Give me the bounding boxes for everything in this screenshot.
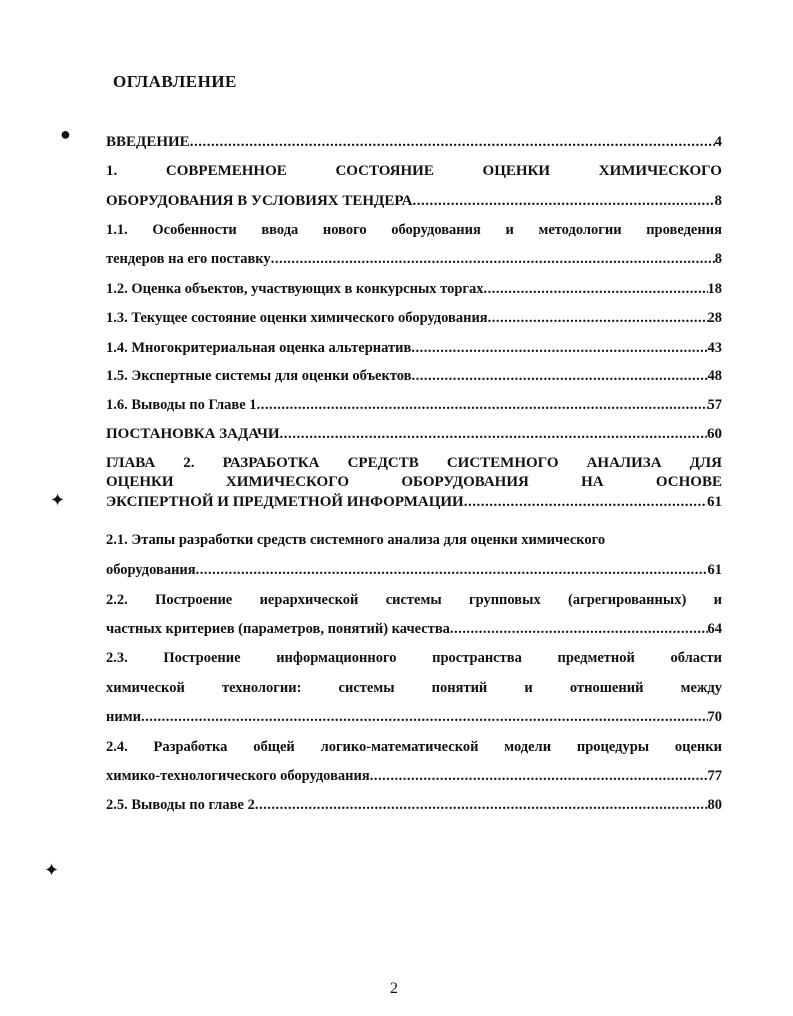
word: РАЗРАБОТКА xyxy=(222,455,320,471)
entry-text: 1.4. Многокритериальная оценка альтернатив xyxy=(106,340,412,356)
entry-text: 2.5. Выводы по главе 2 xyxy=(106,797,255,813)
word: информационного xyxy=(276,650,397,666)
toc-entry-ch2-line1[interactable] xyxy=(106,454,722,472)
toc-entry-2-3-line3[interactable] xyxy=(106,708,722,726)
entry-page: 61 xyxy=(707,562,722,578)
word: модели xyxy=(504,739,552,755)
word: логико-математической xyxy=(320,739,479,755)
page-number: 2 xyxy=(390,980,398,997)
entry-page: 57 xyxy=(707,397,722,413)
word: химической xyxy=(106,680,185,696)
entry-page: 60 xyxy=(707,426,722,442)
word: нового xyxy=(322,222,367,238)
toc-entry-1-1-line1[interactable] xyxy=(106,221,722,239)
word: пространства xyxy=(432,650,522,666)
word: ОБОРУДОВАНИЯ xyxy=(401,474,529,490)
toc-title: ОГЛАВЛЕНИЕ xyxy=(113,72,237,91)
word: оценки xyxy=(674,739,722,755)
entry-page: 48 xyxy=(707,368,722,384)
word: Особенности xyxy=(152,222,237,238)
word: предметной xyxy=(557,650,635,666)
word: системы xyxy=(338,680,395,696)
word: 2.2. xyxy=(106,592,128,608)
toc-entry-2-2-line1[interactable] xyxy=(106,591,722,609)
word: групповых xyxy=(469,592,541,608)
scan-speck: ✦ xyxy=(44,860,60,880)
entry-page: 64 xyxy=(707,621,722,637)
toc-entry-ch1-line1[interactable] xyxy=(106,162,722,180)
word: технологии: xyxy=(221,680,302,696)
scan-speck: ✦ xyxy=(50,490,66,510)
toc-entry-1-6[interactable] xyxy=(106,396,722,414)
word: системы xyxy=(385,592,442,608)
word: СИСТЕМНОГО xyxy=(446,455,559,471)
toc-entry-2-1-line1[interactable] xyxy=(106,531,722,549)
entry-text: 1.6. Выводы по Главе 1 xyxy=(106,397,257,413)
word: и xyxy=(524,680,533,696)
entry-text: химико-технологического оборудования xyxy=(106,768,370,784)
word: и xyxy=(713,592,722,608)
word: ХИМИЧЕСКОГО xyxy=(598,163,722,179)
word: Построение xyxy=(163,650,241,666)
toc-entry-2-1-line2[interactable] xyxy=(106,561,722,579)
word: 2. xyxy=(183,455,195,471)
word: оборудования xyxy=(391,222,481,238)
word: области xyxy=(670,650,722,666)
entry-page: 70 xyxy=(707,709,722,725)
entry-text: тендеров на его поставку xyxy=(106,251,271,267)
entry-page: 61 xyxy=(707,494,722,510)
entry-text: ЭКСПЕРТНОЙ И ПРЕДМЕТНОЙ ИНФОРМАЦИИ xyxy=(106,494,464,510)
word: методологии xyxy=(538,222,622,238)
word: Разработка xyxy=(153,739,228,755)
entry-text: 1.3. Текущее состояние оценки химического оборудования xyxy=(106,310,488,326)
word: СОСТОЯНИЕ xyxy=(335,163,434,179)
entry-text: ними xyxy=(106,709,141,725)
word: проведения xyxy=(646,222,722,238)
word: ОЦЕНКИ xyxy=(106,474,174,490)
word: процедуры xyxy=(576,739,650,755)
toc-entry-2-4-line2[interactable] xyxy=(106,767,722,785)
toc-entry-1-2[interactable] xyxy=(106,280,722,298)
word: общей xyxy=(253,739,295,755)
word: 2.4. xyxy=(106,739,128,755)
toc-entry-1-3[interactable] xyxy=(106,309,722,327)
toc-entry-ch1-line2[interactable] xyxy=(106,192,722,210)
entry-text: 1.5. Экспертные системы для оценки объектов xyxy=(106,368,412,384)
toc-entry-ch2-line2[interactable] xyxy=(106,473,722,491)
word: и xyxy=(505,222,514,238)
word: СОВРЕМЕННОЕ xyxy=(165,163,287,179)
entry-page: 80 xyxy=(707,797,722,813)
word: 1. xyxy=(106,163,118,179)
entry-text: 2.1. Этапы разработки средств системного анализа для оценки химического xyxy=(106,532,606,548)
entry-text: 1.2. Оценка объектов, участвующих в конкурсных торгах xyxy=(106,281,484,297)
word: СРЕДСТВ xyxy=(347,455,419,471)
toc-entry-1-1-line2[interactable] xyxy=(106,250,722,268)
word: 2.3. xyxy=(106,650,128,666)
word: между xyxy=(680,680,722,696)
toc-entry-1-5[interactable] xyxy=(106,367,722,385)
word: ХИМИЧЕСКОГО xyxy=(225,474,350,490)
entry-page: 8 xyxy=(714,251,722,267)
word: ГЛАВА xyxy=(106,455,156,471)
word: ОСНОВЕ xyxy=(655,474,722,490)
word: (агрегированных) xyxy=(568,592,687,608)
toc-entry-2-3-line1[interactable] xyxy=(106,649,722,667)
word: Построение xyxy=(155,592,233,608)
word: понятий xyxy=(431,680,488,696)
word: отношений xyxy=(569,680,644,696)
entry-page: 8 xyxy=(714,193,722,209)
entry-page: 43 xyxy=(707,340,722,356)
toc-entry-1-4[interactable] xyxy=(106,339,722,357)
entry-page: 28 xyxy=(707,310,722,326)
entry-text: оборудования xyxy=(106,562,196,578)
word: АНАЛИЗА xyxy=(586,455,662,471)
word: ОЦЕНКИ xyxy=(482,163,551,179)
toc-entry-task[interactable] xyxy=(106,425,722,443)
entry-text: частных критериев (параметров, понятий) качества xyxy=(106,621,450,637)
entry-page: 4 xyxy=(714,134,722,150)
word: НА xyxy=(581,474,604,490)
toc-entry-2-5[interactable] xyxy=(106,796,722,814)
entry-text: ПОСТАНОВКА ЗАДАЧИ xyxy=(106,426,280,442)
toc-entry-intro[interactable] xyxy=(106,133,722,151)
word: 1.1. xyxy=(106,222,128,238)
entry-text: ВВЕДЕНИЕ xyxy=(106,134,190,150)
entry-page: 18 xyxy=(707,281,722,297)
scan-speck: ● xyxy=(60,124,71,144)
toc-entry-2-3-line2[interactable] xyxy=(106,679,722,697)
word: ДЛЯ xyxy=(689,455,722,471)
word: иерархической xyxy=(259,592,359,608)
entry-page: 77 xyxy=(707,768,722,784)
toc-entry-2-4-line1[interactable] xyxy=(106,738,722,756)
toc-entry-2-2-line2[interactable] xyxy=(106,620,722,638)
word: ввода xyxy=(261,222,299,238)
toc-entry-ch2-line3[interactable] xyxy=(106,493,722,511)
entry-text: ОБОРУДОВАНИЯ В УСЛОВИЯХ ТЕНДЕРА xyxy=(106,193,413,209)
